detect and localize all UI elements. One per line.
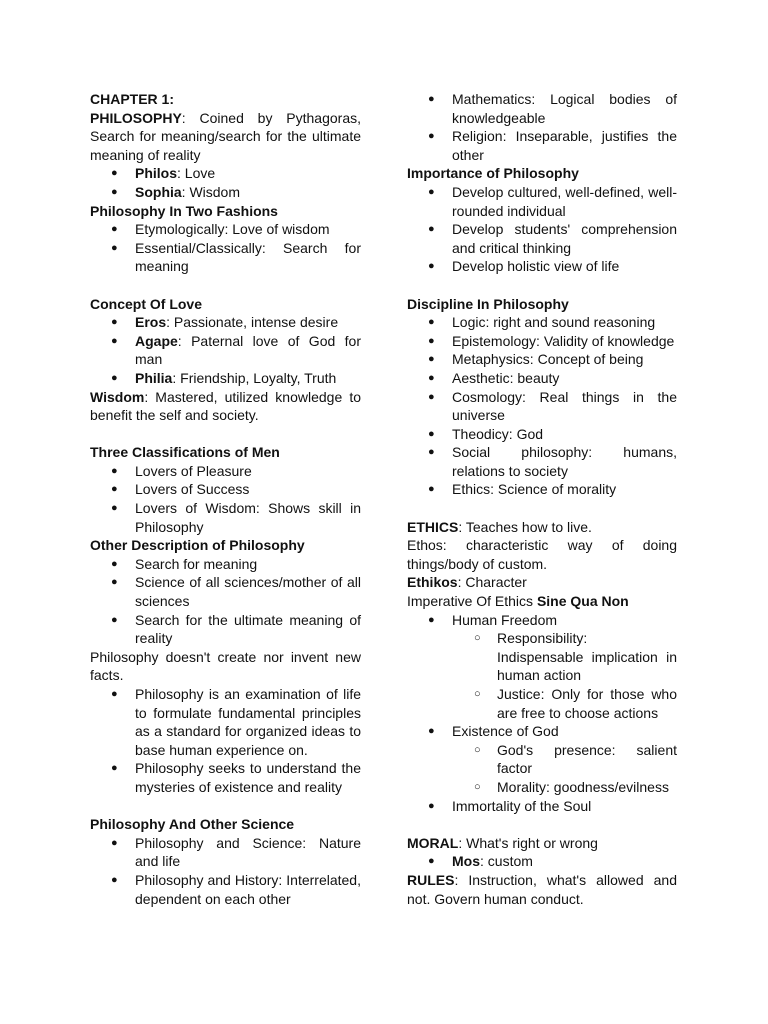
existence-of-god: Existence of God <box>452 723 559 740</box>
list-item: ● Aesthetic: beauty <box>407 369 677 388</box>
fashions-list <box>90 220 361 276</box>
list-item: ● Philosophy and Science: Nature and life <box>90 834 361 871</box>
list-item: ● Search for meaning <box>90 555 361 574</box>
right-column <box>407 90 677 908</box>
sophia-def: : Wisdom <box>181 183 241 200</box>
philosophy-definition <box>90 109 361 165</box>
list-item <box>90 183 361 202</box>
list-item <box>407 722 677 796</box>
imperative-text: Imperative Of Ethics <box>407 593 537 610</box>
mos-def: : custom <box>480 853 533 870</box>
list-item: ● Immortality of the Soul <box>407 797 677 816</box>
sublist-item: ○ Morality: goodness/evilness <box>452 778 677 797</box>
list-item <box>407 611 677 723</box>
section-heading-fashions: Philosophy In Two Fashions <box>90 202 278 219</box>
wisdom-definition <box>90 388 361 425</box>
ethos-definition: Ethos: characteristic way of doing things/body of custom. <box>407 537 677 572</box>
list-item: ● Theodicy: God <box>407 425 677 444</box>
section-heading-other-science: Philosophy And Other Science <box>90 816 295 833</box>
ethics-def: : Teaches how to live. <box>458 518 592 535</box>
rules-definition <box>407 871 677 908</box>
other-science-list-continued <box>407 90 677 164</box>
list-item: ● Science of all sciences/mother of all sciences <box>90 573 361 610</box>
examination-list <box>90 685 361 797</box>
eros-term: Eros <box>135 314 167 331</box>
ethikos-def: : Character <box>457 574 527 591</box>
list-item <box>90 313 361 332</box>
list-item: ● Ethics: Science of morality <box>407 480 677 499</box>
left-column <box>90 90 361 908</box>
section-heading-discipline: Discipline In Philosophy <box>407 295 569 312</box>
philos-def: : Love <box>177 165 216 182</box>
moral-term: MORAL <box>407 834 459 851</box>
ethics-definition <box>407 518 677 537</box>
love-list <box>90 313 361 387</box>
rules-def: : Instruction, what's allowed and not. Govern human conduct. <box>407 871 677 907</box>
section-heading-description: Other Description of Philosophy <box>90 537 305 554</box>
list-item: ● Develop holistic view of life <box>407 257 677 276</box>
list-item: ● Mathematics: Logical bodies of knowledgeable <box>407 90 677 127</box>
freedom-sublist <box>452 629 677 722</box>
list-item: ● Logic: right and sound reasoning <box>407 313 677 332</box>
sine-qua-non: Sine Qua Non <box>536 593 629 610</box>
philia-def: : Friendship, Loyalty, Truth <box>172 369 337 386</box>
list-item: ● Metaphysics: Concept of being <box>407 350 677 369</box>
list-item: ● Social philosophy: humans, relations to society <box>407 443 677 480</box>
philosophy-term: PHILOSOPHY <box>90 109 182 126</box>
list-item: ● Essential/Classically: Search for meaning <box>90 239 361 276</box>
chapter-title: CHAPTER 1: <box>90 91 175 107</box>
philia-term: Philia <box>135 369 173 386</box>
moral-def: : What's right or wrong <box>458 834 598 851</box>
description-list <box>90 555 361 648</box>
moral-list <box>407 852 677 871</box>
list-item: ● Philosophy and History: Interrelated, dependent on each other <box>90 871 361 908</box>
list-item: ● Philosophy is an examination of life to formulate fundamental principles as a standard for organized ideas to base human experience on. <box>90 685 361 759</box>
ethikos-definition <box>407 573 677 592</box>
list-item: ● Cosmology: Real things in the universe <box>407 388 677 425</box>
list-item: ● Philosophy seeks to understand the mysteries of existence and reality <box>90 759 361 796</box>
philosophy-def: : Coined by Pythagoras, Search for meaning/search for the ultimate meaning of reality <box>90 109 361 163</box>
list-item <box>90 164 361 183</box>
list-item <box>90 332 361 369</box>
rules-term: RULES <box>407 871 455 888</box>
list-item: ● Search for the ultimate meaning of reality <box>90 611 361 648</box>
list-item: ● Etymologically: Love of wisdom <box>90 220 361 239</box>
wisdom-def: : Mastered, utilized knowledge to benefit the self and society. <box>90 388 361 424</box>
agape-term: Agape <box>135 332 178 349</box>
list-item: ● Lovers of Wisdom: Shows skill in Philosophy <box>90 499 361 536</box>
sophia-term: Sophia <box>135 183 182 200</box>
other-science-list <box>90 834 361 908</box>
ethikos-term: Ethikos <box>407 574 458 591</box>
list-item: ● Lovers of Success <box>90 480 361 499</box>
ethics-term: ETHICS <box>407 518 459 535</box>
section-heading-love: Concept Of Love <box>90 295 203 312</box>
imperative-list <box>407 611 677 816</box>
list-item: ● Develop students' comprehension and critical thinking <box>407 220 677 257</box>
list-item: ● Lovers of Pleasure <box>90 462 361 481</box>
agape-def: : Paternal love of God for man <box>135 332 361 368</box>
sublist-item: ○ God's presence: salient factor <box>452 741 677 778</box>
moral-definition <box>407 834 677 853</box>
etymology-list <box>90 164 361 201</box>
list-item <box>90 369 361 388</box>
god-sublist <box>452 741 677 797</box>
men-list <box>90 462 361 536</box>
not-create-text: Philosophy doesn't create nor invent new facts. <box>90 648 361 684</box>
list-item: ● Epistemology: Validity of knowledge <box>407 332 677 351</box>
philos-term: Philos <box>135 165 178 182</box>
eros-def: : Passionate, intense desire <box>166 314 339 331</box>
imperative-line <box>407 592 677 611</box>
list-item: ● Develop cultured, well-defined, well-rounded individual <box>407 183 677 220</box>
mos-term: Mos <box>452 853 480 870</box>
list-item <box>407 852 677 871</box>
section-heading-importance: Importance of Philosophy <box>407 165 579 182</box>
sublist-item: ○ Responsibility: Indispensable implication in human action <box>452 629 677 685</box>
importance-list <box>407 183 677 276</box>
list-item: ● Religion: Inseparable, justifies the other <box>407 127 677 164</box>
wisdom-term: Wisdom <box>90 388 145 405</box>
section-heading-men: Three Classifications of Men <box>90 444 280 461</box>
sublist-item: ○ Justice: Only for those who are free to choose actions <box>452 685 677 722</box>
discipline-list <box>407 313 677 499</box>
human-freedom: Human Freedom <box>452 611 558 628</box>
